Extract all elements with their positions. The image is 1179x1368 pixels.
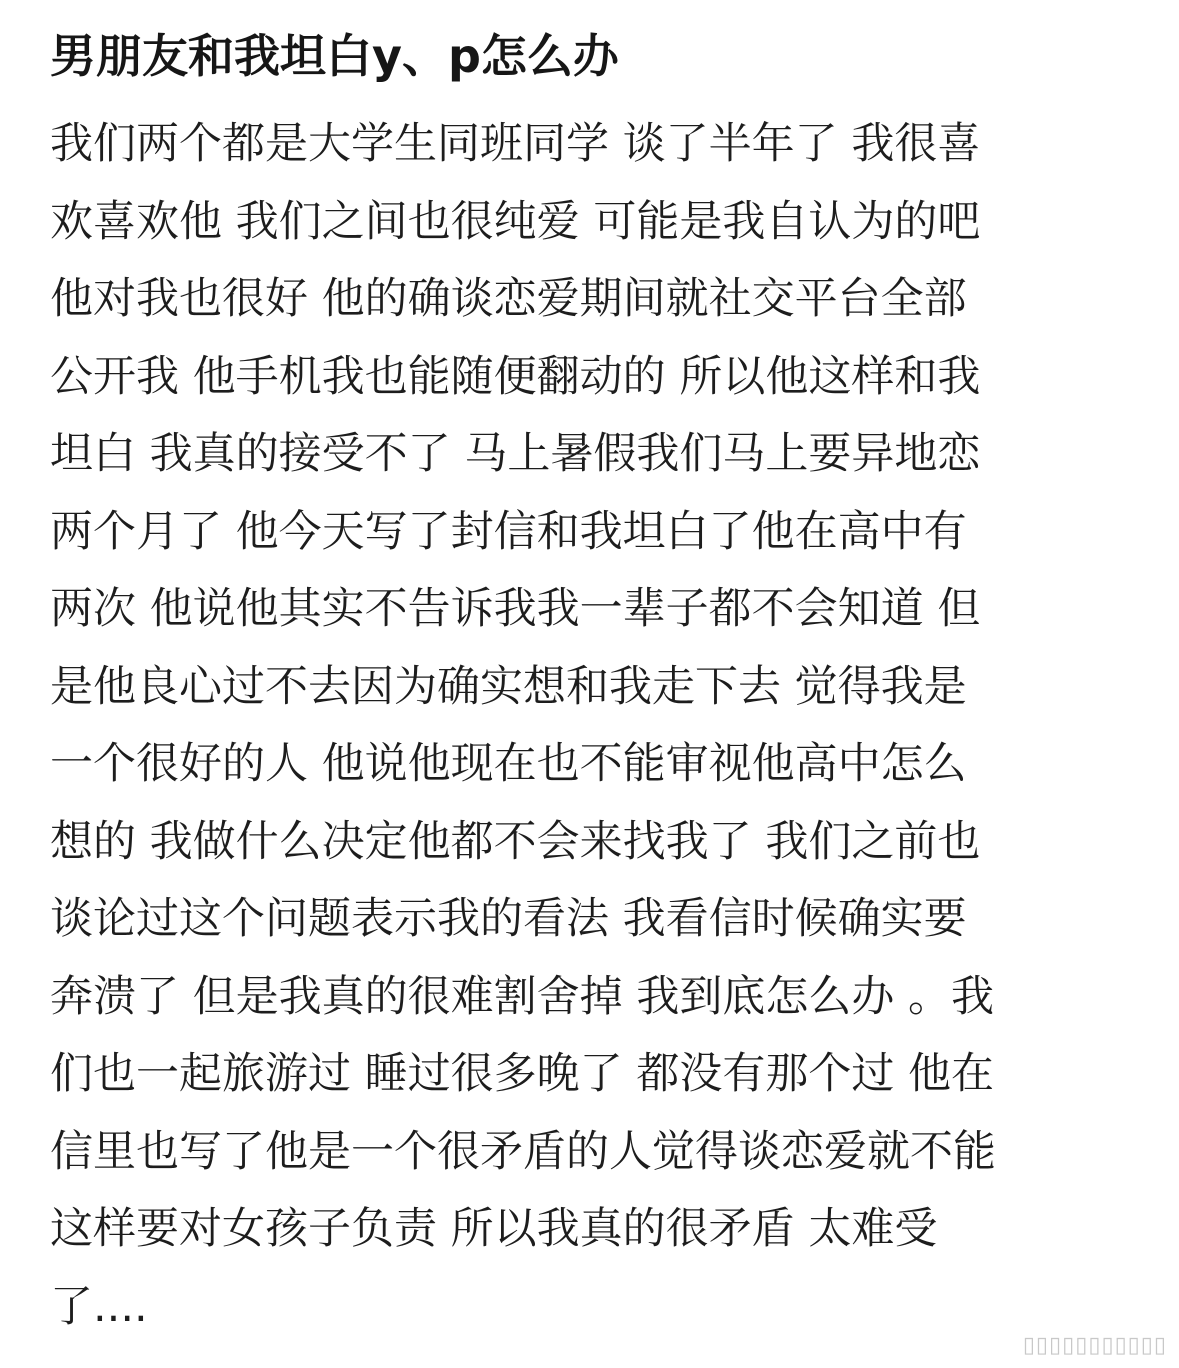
body-line-3: 他对我也很好 他的确谈恋爱期间就社交平台全部: [50, 274, 967, 324]
post-body: [50, 106, 1140, 1346]
body-line-5: 坦白 我真的接受不了 马上暑假我们马上要异地恋: [50, 429, 981, 479]
body-line-6: 两个月了 他今天写了封信和我坦白了他在高中有: [50, 506, 967, 557]
body-line-2: 欢喜欢他 我们之间也很纯爱 可能是我自认为的吧: [50, 196, 981, 247]
watermark: ▯▯▯▯▯▯▯▯▯▯▯: [1022, 1333, 1167, 1358]
post-container: [50, 0, 1140, 1346]
body-line-1: 我们两个都是大学生同班同学 谈了半年了 我很喜: [50, 119, 981, 169]
body-line-10: 想的 我做什么决定他都不会来找我了 我们之前也: [50, 816, 981, 867]
body-line-12: 奔溃了 但是我真的很难割舍掉 我到底怎么办 。我: [50, 971, 995, 1022]
body-line-16: 了....: [50, 1281, 148, 1332]
body-line-13: 们也一起旅游过 睡过很多晚了 都没有那个过 他在: [50, 1049, 995, 1099]
body-line-8: 是他良心过不去因为确实想和我走下去 觉得我是: [50, 661, 967, 712]
post-title: 男朋友和我坦白y、p怎么办: [50, 29, 619, 83]
body-line-14: 信里也写了他是一个很矛盾的人觉得谈恋爱就不能: [50, 1126, 996, 1177]
body-line-7: 两次 他说他其实不告诉我我一辈子都不会知道 但: [50, 584, 981, 634]
body-line-9: 一个很好的人 他说他现在也不能审视他高中怎么: [50, 739, 967, 789]
body-line-15: 这样要对女孩子负责 所以我真的很矛盾 太难受: [50, 1204, 938, 1254]
body-line-4: 公开我 他手机我也能随便翻动的 所以他这样和我: [50, 351, 981, 402]
body-line-11: 谈论过这个问题表示我的看法 我看信时候确实要: [50, 894, 967, 944]
